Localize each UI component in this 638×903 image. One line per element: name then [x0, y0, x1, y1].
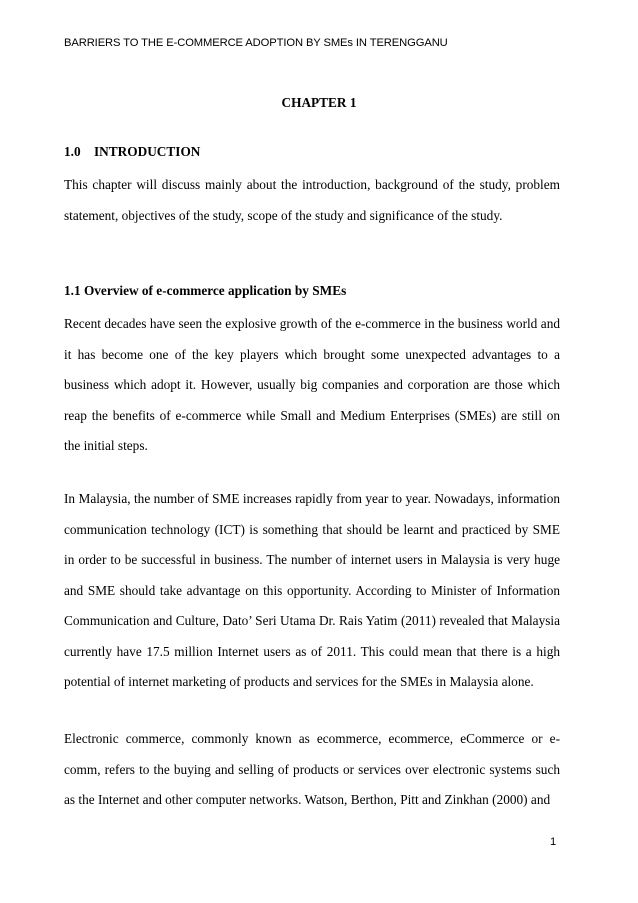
section-title: INTRODUCTION — [94, 144, 201, 159]
running-header: BARRIERS TO THE E-COMMERCE ADOPTION BY SMEs IN TERENGGANU — [64, 37, 448, 49]
overview-paragraph-3: Electronic commerce, commonly known as ecommerce, ecommerce, eCommerce or e-comm, refers to the buying and selling of products or services over electronic systems such as the Internet and other computer networks. Watson, Berthon, Pitt and Zinkhan (2000) and — [64, 731, 560, 807]
section-heading-overview: 1.1 Overview of e-commerce application by SMEs — [64, 283, 347, 298]
section-heading-introduction — [64, 144, 200, 160]
introduction-paragraph: This chapter will discuss mainly about the introduction, background of the study, problem statement, objectives of the study, scope of the study and significance of the study. — [64, 177, 560, 223]
overview-paragraph-1: Recent decades have seen the explosive growth of the e-commerce in the business world and it has become one of the key players which brought some unexpected advantages to a business which adopt it. However, usually big companies and corporation are those which reap the benefits of e-commerce while Small and Medium Enterprises (SMEs) are still on the initial steps. — [64, 316, 560, 453]
overview-paragraph-2: In Malaysia, the number of SME increases rapidly from year to year. Nowadays, information communication technology (ICT) is something that should be learnt and practiced by SME in order to be successful in business. The number of internet users in Malaysia is very huge and SME should take advantage on this opportunity. According to Minister of Information Communication and Culture, Dato’ Seri Utama Dr. Rais Yatim (2011) revealed that Malaysia currently have 17.5 million Internet users as of 2011. This could mean that there is a high potential of internet marketing of products and services for the SMEs in Malaysia alone. — [64, 491, 560, 689]
chapter-title: CHAPTER 1 — [281, 95, 357, 110]
section-number: 1.0 — [64, 144, 81, 159]
page-number: 1 — [550, 836, 557, 848]
